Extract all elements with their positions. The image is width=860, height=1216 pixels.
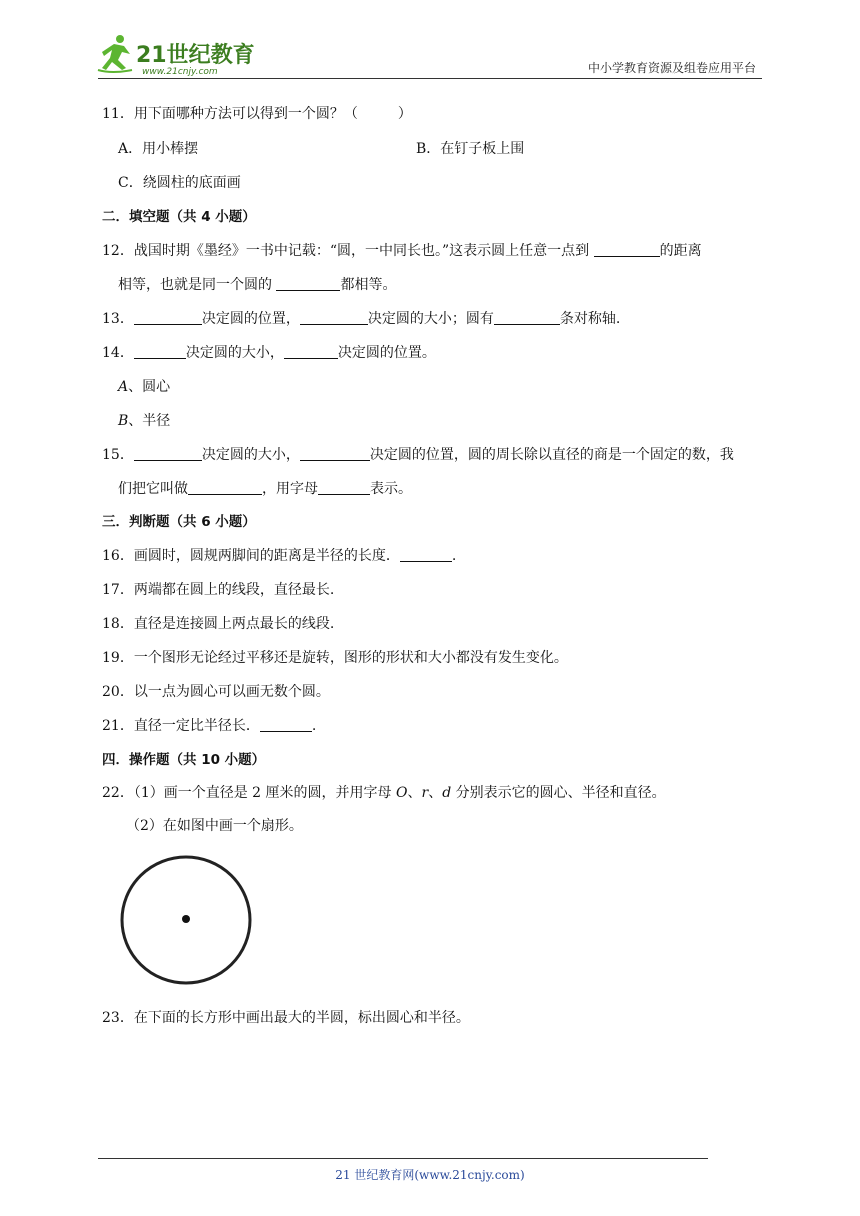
answer-blank[interactable] xyxy=(276,276,340,291)
runner-icon xyxy=(98,35,132,72)
option-b: B、半径 xyxy=(118,413,171,429)
page-header xyxy=(0,0,860,80)
answer-blank[interactable] xyxy=(300,310,368,325)
question-paren-close: ） xyxy=(397,106,412,122)
answer-blank[interactable] xyxy=(400,547,452,562)
question-11 xyxy=(102,104,412,124)
question-13 xyxy=(102,309,620,329)
section-title-operation: 四．操作题（共 10 小题） xyxy=(102,752,266,768)
question-15 xyxy=(102,445,734,465)
question-text: 决定圆的大小， xyxy=(201,447,300,463)
question-text: 相等，也就是同一个圆的 xyxy=(118,277,272,293)
question-text: 表示。 xyxy=(370,481,412,497)
option-c: C．绕圆柱的底面画 xyxy=(118,175,241,191)
question-text: 们把它叫做 xyxy=(118,481,188,497)
answer-blank[interactable] xyxy=(300,446,370,461)
question-number: 13． xyxy=(102,311,134,327)
question-12-cont xyxy=(118,275,396,295)
circle-figure xyxy=(116,850,260,994)
question-text: 战国时期《墨经》一书中记载：“圆，一中同长也。”这表示圆上任意一点到 xyxy=(133,243,590,259)
circle-center-dot xyxy=(182,915,190,923)
answer-blank[interactable] xyxy=(594,242,660,257)
section-title-true-false: 三．判断题（共 6 小题） xyxy=(102,514,256,530)
answer-blank[interactable] xyxy=(260,717,312,732)
option-a: A、圆心 xyxy=(118,379,171,395)
question-18: 18．直径是连接圆上两点最长的线段. xyxy=(102,616,335,632)
option-b: B．在钉子板上围 xyxy=(416,141,525,157)
question-22-part2: （2）在如图中画一个扇形。 xyxy=(126,818,303,834)
answer-blank[interactable] xyxy=(318,480,370,495)
site-logo xyxy=(92,30,262,80)
question-number: 14． xyxy=(102,345,134,361)
question-text: 决定圆的位置，圆的周长除以直径的商是一个固定的数，我 xyxy=(369,447,734,463)
question-text: 决定圆的大小， xyxy=(185,345,284,361)
question-20: 20．以一点为圆心可以画无数个圆。 xyxy=(102,684,330,700)
answer-blank[interactable] xyxy=(494,310,560,325)
section-title-fill-in: 二．填空题（共 4 小题） xyxy=(102,209,256,225)
question-17: 17．两端都在圆上的线段，直径最长. xyxy=(102,582,335,598)
question-text: 决定圆的大小；圆有 xyxy=(367,311,494,327)
question-text: 决定圆的位置。 xyxy=(337,345,436,361)
question-16: 16．画圆时，圆规两脚间的距离是半径的长度． . xyxy=(102,548,457,564)
question-text: 条对称轴. xyxy=(559,311,621,327)
question-text: 决定圆的位置， xyxy=(201,311,300,327)
question-12 xyxy=(102,241,702,261)
answer-blank[interactable] xyxy=(188,480,262,495)
question-22: 22．（1）画一个直径是 2 厘米的圆，并用字母 O、r、d 分别表示它的圆心、半径和直径。 xyxy=(102,785,666,801)
question-15-cont xyxy=(118,479,412,499)
page-footer[interactable]: 21 世纪教育网(www.21cnjy.com) xyxy=(335,1168,525,1182)
answer-blank[interactable] xyxy=(134,344,186,359)
option-a: A．用小棒摆 xyxy=(118,141,199,157)
question-text: 的距离 xyxy=(659,243,702,259)
question-21: 21．直径一定比半径长． . xyxy=(102,718,317,734)
logo-url: www.21cnjy.com xyxy=(142,67,218,77)
answer-blank[interactable] xyxy=(134,310,202,325)
question-number: 12． xyxy=(102,243,134,259)
question-23: 23．在下面的长方形中画出最大的半圆，标出圆心和半径。 xyxy=(102,1010,470,1026)
footer-divider xyxy=(98,1158,708,1159)
question-14 xyxy=(102,343,436,363)
question-19: 19．一个图形无论经过平移还是旋转，图形的形状和大小都没有发生变化。 xyxy=(102,650,568,666)
question-text: 用下面哪种方法可以得到一个圆？（ xyxy=(133,106,358,122)
platform-name: 中小学教育资源及组卷应用平台 xyxy=(587,61,756,75)
question-text: ，用字母 xyxy=(262,481,318,497)
question-number: 11． xyxy=(102,106,134,122)
question-text: 都相等。 xyxy=(340,277,397,293)
header-divider xyxy=(98,78,762,79)
logo-text: 21世纪教育 xyxy=(136,43,255,68)
answer-blank[interactable] xyxy=(284,344,338,359)
answer-blank[interactable] xyxy=(134,446,202,461)
question-number: 15． xyxy=(102,447,134,463)
